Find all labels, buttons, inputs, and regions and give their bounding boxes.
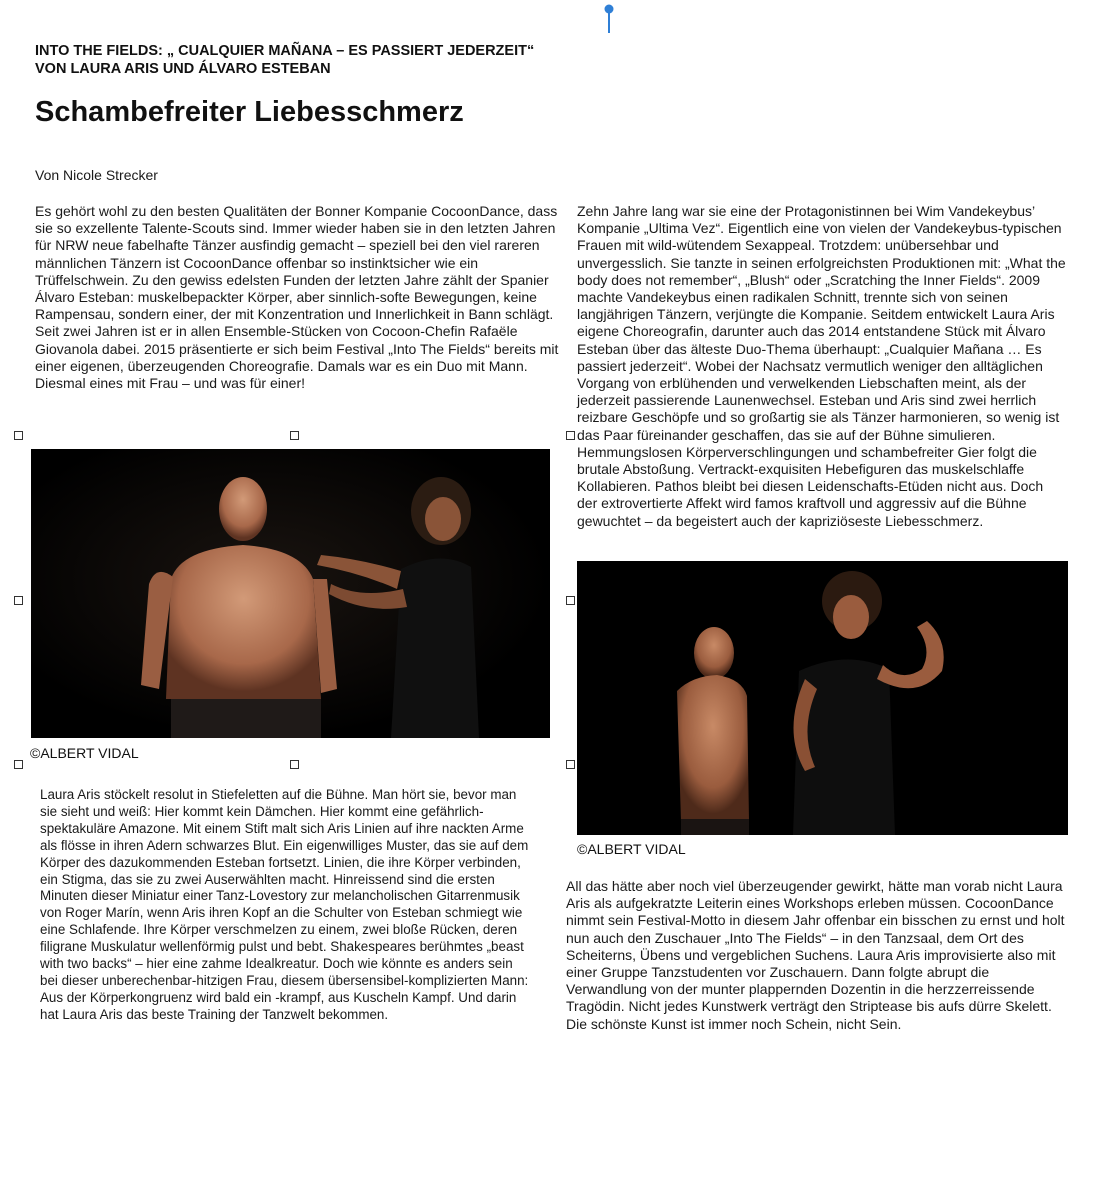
dance-photo-2[interactable] — [577, 561, 1068, 835]
photo-2-credit: ©ALBERT VIDAL — [577, 841, 686, 857]
resize-handle-middle-right[interactable] — [566, 596, 575, 605]
kicker-line-2: VON LAURA ARIS UND ÁLVARO ESTEBAN — [35, 61, 331, 77]
article-paragraph-2: Zehn Jahre lang war sie eine der Protagonistinnen bei Wim Vandekeybus’ Kompanie „Ultima Vez“. Eigentlich eine von vielen der Vandekeybus-typischen Frauen mit wild-wütendem Sexappeal. Trotzdem: unübersehbar und unvergesslich. Sie tanzte in seinen erfolgreichsten Produktionen mit: „What the body does not remember“, „Blush“ oder „Scratching the Inner Fields“. 2009 machte Vandekeybus einen radikalen Schnitt, trennte sich von seinen langjährigen Tänzern, verjüngte die Kompanie. Seitdem entwickelt Laura Aris eigene Choreografin, darunter auch das 2014 entstandene Stück mit Álvaro Esteban über das älteste Duo-Thema überhaupt: „Cualquier Mañana … Es passiert jederzeit“. Wobei der Nachsatz vermutlich weniger den alltäglichen Vorgang von erblühenden und verwelkenden Liebschaften meint, als der jederzeit passierende Launenwechsel. Esteban und Aris sind zwei herrlich reizbare Geschöpfe und so großartig sie als Tänzer harmonieren, so wenig ist das Paar füreinander geschaffen, das sie auf der Bühne simulieren. Hemmungslosen Körperverschlingungen und schambefreiter Gier folgt die brutale Abstoßung. Vertrackt-exquisiten Hebefiguren das muskelschlaffe Kollabieren. Pathos bleibt bei diesen Leidenschafts-Etüden nicht aus. Doch der extrovertierte Affekt wird famos kraftvoll und aggressiv auf die Bühne gewuchtet – da begeistert auch der kapriziöseste Liebesschmerz. — [577, 203, 1066, 529]
article-paragraph-3: Laura Aris stöckelt resolut in Stiefeletten auf die Bühne. Man hört sie, bevor man sie sieht und weiß: Hier kommt kein Dämchen. Hier kommt eine gefährlich-spektakuläre Amazone. Mit einem Stift malt sich Aris Linien auf ihre nackten Arme als flösse in ihren Adern schwarzes Blut. Ein eigenwilliges Muster, das sie auf dem Körper des dazukommenden Esteban fortsetzt. Linien, die ihre Körper verbinden, ein Stigma, das sie zu zwei Auserwählten macht. Hinreissend sind die ersten Minuten dieser Miniatur einer Tanz-Lovestory zur melancholischen Gitarrenmusik von Roger Marín, wenn Aris ihren Kopf an die Schulter von Esteban schmiegt wie eine Schlafende. Ihre Körper verschmelzen zu einem, zwei bloße Rücken, deren filigrane Muskulatur wellenförmig pulst und bebt. Shakespeares berühmtes „beast with two backs“ – hier eine zahme Idealkreatur. Doch wie könnte es anders sein bei dieser unberechenbar-hitzigen Frau, diesem übersensibel-komplizierten Mann: Aus der Körperkongruenz wird bald ein -krampf, aus Kuscheln Kampf. Und darin hat Laura Aris das beste Training der Tanzwelt bekommen. — [40, 787, 529, 1022]
dance-photo-1-graphic — [31, 449, 550, 738]
kicker-line-1: INTO THE FIELDS: „ CUALQUIER MAÑANA – ES PASSIERT JEDERZEIT“ — [35, 43, 535, 59]
resize-handle-bottom-right[interactable] — [566, 760, 575, 769]
article-headline: Schambefreiter Liebesschmerz — [35, 96, 464, 128]
location-pin-icon[interactable] — [603, 3, 615, 33]
resize-handle-top-middle[interactable] — [290, 431, 299, 440]
dance-photo-2-graphic — [577, 561, 1068, 835]
resize-handle-top-left[interactable] — [14, 431, 23, 440]
article-paragraph-1: Es gehört wohl zu den besten Qualitäten der Bonner Kompanie CocoonDance, dass sie so exzellente Talente-Scouts sind. Immer wieder haben sie in den letzten Jahren für NRW neue fabelhafte Tänzer ausfindig gemacht – speziell bei den viel rareren männlichen Tänzern ist CocoonDance offenbar so instinktsicher wie ein Trüffelschwein. Zu den gewiss edelsten Funden der letzten Jahre zählt der Spanier Álvaro Esteban: muskelbepackter Körper, aber sinnlich-softe Bewegungen, keine Rampensau, sondern einer, der mit Konzentration und Innerlichkeit in Bann schlägt. Seit zwei Jahren ist er in allen Ensemble-Stücken von Cocoon-Chefin Rafaële Giovanola dabei. 2015 präsentierte er sich beim Festival „Into The Fields“ bereits mit einer eigenen, überzeugenden Choreografie. Damals war es ein Duo mit Mann. Diesmal eines mit Frau – und was für einer! — [35, 203, 559, 392]
article-byline: Von Nicole Strecker — [35, 167, 158, 183]
resize-handle-bottom-middle[interactable] — [290, 760, 299, 769]
resize-handle-bottom-left[interactable] — [14, 760, 23, 769]
dance-photo-1[interactable] — [31, 449, 550, 738]
photo-1-credit: ©ALBERT VIDAL — [30, 745, 139, 761]
article-kicker — [35, 42, 595, 78]
article-paragraph-4: All das hätte aber noch viel überzeugender gewirkt, hätte man vorab nicht Laura Aris als aufgekratzte Leiterin eines Workshops erleben müssen. CocoonDance nimmt sein Festival-Motto in diesem Jahr offenbar ein bisschen zu ernst und holt nun auch den Zuschauer „Into The Fields“ – in den Tanzsaal, dem Ort des Scheiterns, Übens und vergeblichen Suchens. Laura Aris improvisierte also mit einer Gruppe Tanzstudenten vor Zuschauern. Dann folgte abrupt die Verwandlung von der munter plappernden Dozentin in die herzzerreissende Tragödin. Nicht jedes Kunstwerk verträgt den Striptease bis aufs dürre Skelett. Die schönste Kunst ist immer noch Schein, nicht Sein. — [566, 878, 1065, 1032]
resize-handle-top-right[interactable] — [566, 431, 575, 440]
resize-handle-middle-left[interactable] — [14, 596, 23, 605]
